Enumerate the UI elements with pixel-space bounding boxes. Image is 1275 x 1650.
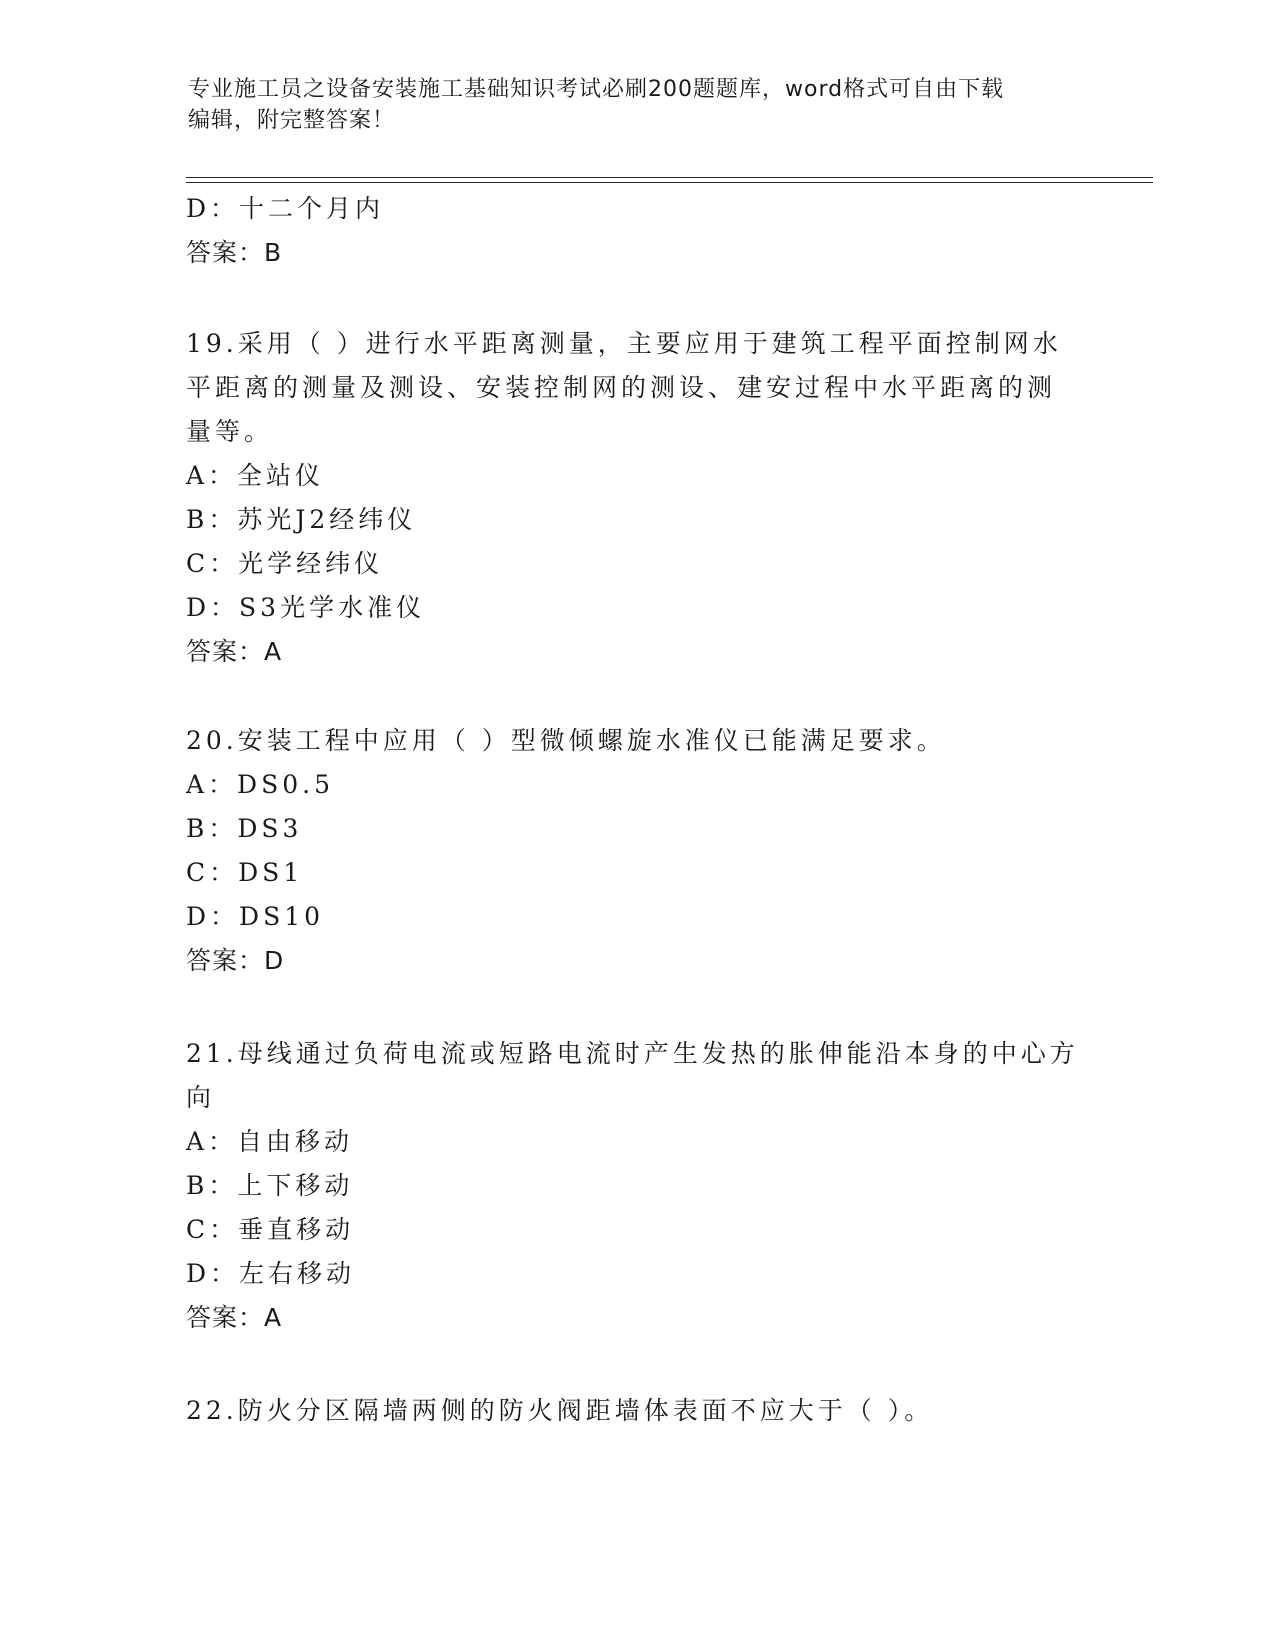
header-rule-bottom <box>186 182 1153 183</box>
q19-option-c: C：光学经纬仪 <box>186 549 384 578</box>
document-header <box>188 74 1088 136</box>
q19-option-d: D：S3光学水准仪 <box>186 593 426 622</box>
q19-option-b: B：苏光J2经纬仪 <box>186 505 417 534</box>
q21-option-a: A：自由移动 <box>186 1127 354 1156</box>
q21-option-c: C：垂直移动 <box>186 1215 355 1244</box>
q19-answer: 答案：A <box>186 637 283 666</box>
q19-option-a: A：全站仪 <box>186 461 325 490</box>
q21-stem-line2: 向 <box>186 1083 216 1112</box>
header-title-line2: 编辑，附完整答案！ <box>188 108 396 133</box>
q19-stem-line2: 平距离的测量及测设、安装控制网的测设、建安过程中水平距离的测 <box>186 373 1057 402</box>
q21-option-b: B：上下移动 <box>186 1171 354 1200</box>
q21-answer: 答案：A <box>186 1303 283 1332</box>
q20-option-b: B：DS3 <box>186 814 303 843</box>
q20-stem-line1: 20.安装工程中应用（ ）型微倾螺旋水准仪已能满足要求。 <box>186 726 946 755</box>
header-rule-top <box>186 177 1153 178</box>
q21-option-d: D：左右移动 <box>186 1259 356 1288</box>
header-title-line1: 专业施工员之设备安装施工基础知识考试必刷200题题库，word格式可自由下载 <box>188 77 1005 102</box>
q20-option-c: C：DS1 <box>186 858 304 887</box>
q20-answer: 答案：D <box>186 946 285 975</box>
q19-stem-line3: 量等。 <box>186 417 274 446</box>
q20-option-a: A：DS0.5 <box>186 770 334 799</box>
q18-answer: 答案：B <box>186 238 283 267</box>
q19-stem-line1: 19.采用（ ）进行水平距离测量，主要应用于建筑工程平面控制网水 <box>186 329 1062 358</box>
q20-option-d: D：DS10 <box>186 902 325 931</box>
q21-stem-line1: 21.母线通过负荷电流或短路电流时产生发热的胀伸能沿本身的中心方 <box>186 1039 1079 1068</box>
q18-option-d: D：十二个月内 <box>186 194 385 223</box>
q22-stem-line1: 22.防火分区隔墙两侧的防火阀距墙体表面不应大于（ ）。 <box>186 1396 934 1425</box>
